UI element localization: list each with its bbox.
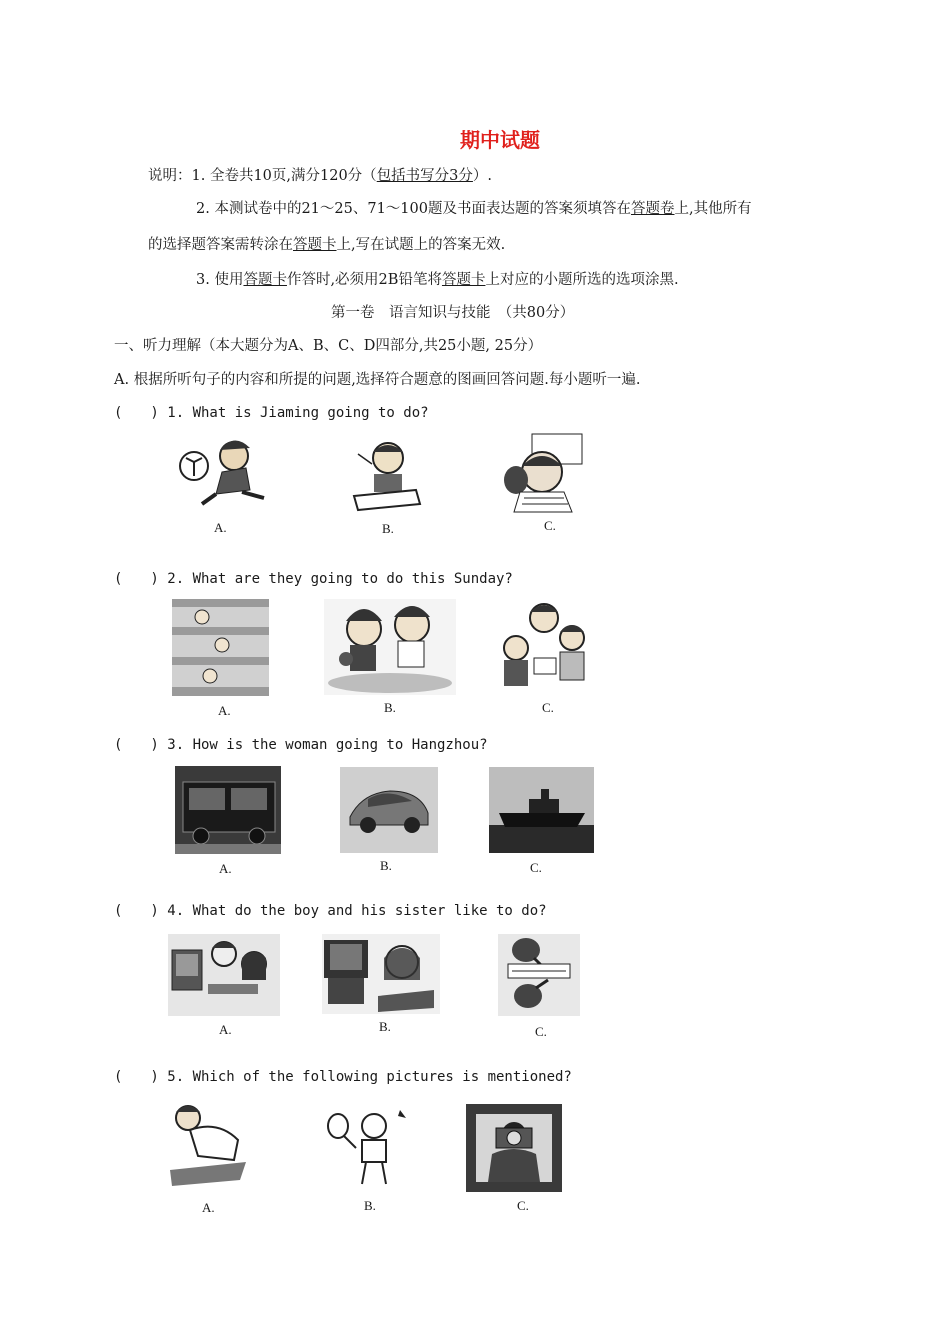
note-2-cont — [148, 233, 505, 254]
note-2 — [196, 197, 752, 218]
q4-option-c-image — [498, 934, 580, 1016]
question-4: ( ) 4. What do the boy and his sister like to do? — [114, 903, 547, 919]
q5-option-a-image — [168, 1100, 248, 1192]
q3-option-b-label: B. — [380, 858, 392, 873]
q2-option-b-label: B. — [384, 700, 396, 715]
note-3-underlined-1: 答题卡 — [243, 272, 287, 288]
q4-option-b-image — [322, 934, 440, 1014]
note-3-tail: 上对应的小题所选的选项涂黑. — [485, 272, 679, 288]
q5-option-c-label: C. — [517, 1198, 529, 1213]
note-2-underlined: 答题卷 — [630, 201, 675, 217]
q1-option-c-image — [502, 432, 586, 514]
q1-option-b-label: B. — [382, 521, 394, 536]
q4-option-b-label: B. — [379, 1019, 391, 1034]
q1-option-a-image — [172, 432, 272, 512]
q4-option-a-image — [168, 934, 280, 1016]
q5-option-b-image — [322, 1104, 414, 1190]
q4-option-c-label: C. — [535, 1024, 547, 1039]
question-2: ( ) 2. What are they going to do this Sunday? — [114, 571, 513, 587]
note-3 — [196, 268, 679, 289]
note-2-text: 2. 本测试卷中的21～25、71～100题及书面表达题的答案须填答在 — [196, 201, 631, 217]
note-3-underlined-2: 答题卡 — [441, 272, 486, 288]
note-1-underlined: 包括书写分3分 — [376, 168, 473, 184]
part-a-instruction: A. 根据所听句子的内容和所提的问题,选择符合题意的图画回答问题.每小题听一遍. — [114, 372, 641, 388]
q3-option-b-image — [340, 767, 438, 853]
q2-option-c-label: C. — [542, 700, 554, 715]
q3-option-c-label: C. — [530, 860, 542, 875]
question-1: ( ) 1. What is Jiaming going to do? — [114, 405, 429, 421]
note-2c-tail: 上,写在试题上的答案无效. — [336, 237, 506, 253]
note-3-text: 3. 使用 — [196, 272, 244, 288]
q2-option-a-image — [172, 599, 269, 696]
q4-option-a-label: A. — [219, 1022, 232, 1037]
page-title: 期中试题 — [460, 128, 540, 152]
q3-option-c-image — [489, 767, 594, 853]
note-3-mid: 作答时,必须用2B铅笔将 — [286, 272, 442, 288]
q1-option-b-image — [346, 434, 426, 514]
q1-option-a-label: A. — [214, 520, 227, 535]
q2-option-a-label: A. — [218, 703, 231, 718]
q3-option-a-label: A. — [219, 861, 232, 876]
note-2c-underlined: 答题卡 — [293, 237, 337, 253]
q5-option-c-image — [466, 1104, 562, 1192]
note-2c-text: 的选择题答案需转涂在 — [148, 237, 293, 253]
question-3: ( ) 3. How is the woman going to Hangzhou? — [114, 737, 488, 753]
note-1-text: 说明：1. 全卷共10页,满分120分（ — [148, 168, 377, 184]
note-1 — [148, 164, 492, 185]
volume-heading: 第一卷 语言知识与技能 （共80分） — [331, 305, 575, 321]
q2-option-b-image — [324, 599, 456, 695]
note-1-end: ）. — [472, 168, 493, 184]
q5-option-b-label: B. — [364, 1198, 376, 1213]
section-heading: 一、听力理解（本大题分为A、B、C、D四部分,共25小题, 25分） — [114, 338, 543, 354]
q2-option-c-image — [500, 598, 590, 692]
q5-option-a-label: A. — [202, 1200, 215, 1215]
note-2-tail: 上,其他所有 — [674, 201, 752, 217]
q3-option-a-image — [175, 766, 281, 854]
q1-option-c-label: C. — [544, 518, 556, 533]
question-5: ( ) 5. Which of the following pictures is mentioned? — [114, 1069, 572, 1085]
